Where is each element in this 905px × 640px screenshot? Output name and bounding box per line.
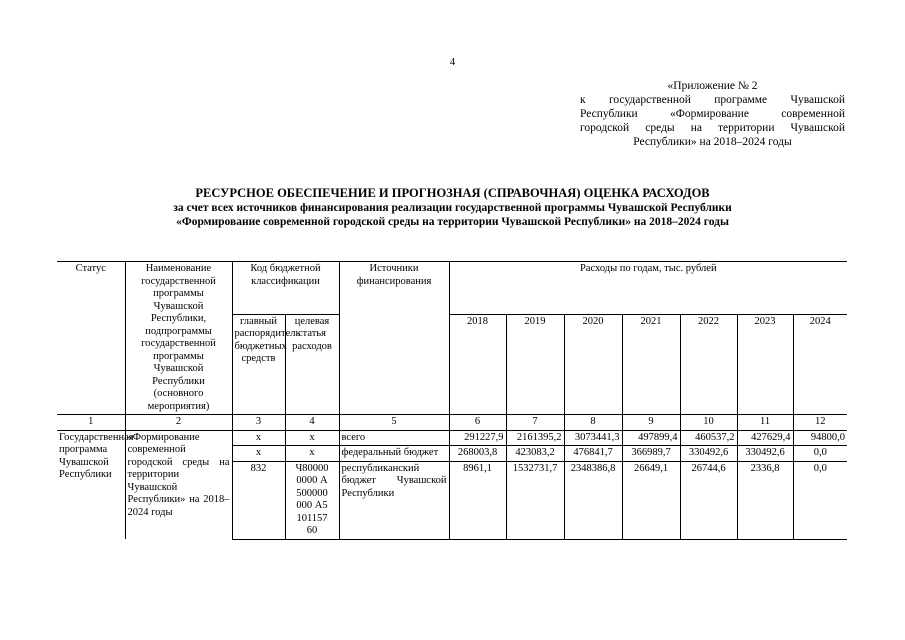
col-number: 6 <box>449 415 506 431</box>
document-subtitle-2: «Формирование современной городской среды на территории Чувашской Республики» на 2018–2024 годы <box>176 216 729 228</box>
col-number: 3 <box>232 415 285 431</box>
cell-csr: Ч800000000 А500000000 А510115760 <box>285 461 339 539</box>
header-sources: Источники финансирования <box>339 262 449 415</box>
cell-source: федеральный бюджет <box>339 446 449 462</box>
cell-value: 2161395,2 <box>506 430 564 446</box>
header-main-manager: главный распорядитель бюджетных средств <box>232 314 285 414</box>
cell-value: 330492,6 <box>737 446 793 462</box>
cell-value: 0,0 <box>793 446 847 462</box>
cell-value: 330492,6 <box>680 446 737 462</box>
table-row <box>57 430 847 446</box>
cell-value: 366989,7 <box>622 446 680 462</box>
col-number: 11 <box>737 415 793 431</box>
appendix-line-4: городской среды на территории Чувашской <box>580 122 845 134</box>
header-name: Наименование государственной программы Чувашской Республики, подпрограммы государственной программы Чувашской Республики (основного мероприятия) <box>125 262 232 415</box>
header-year-2019: 2019 <box>506 314 564 414</box>
col-number: 8 <box>564 415 622 431</box>
page-number: 4 <box>449 56 456 68</box>
cell-value: 423083,2 <box>506 446 564 462</box>
header-row <box>57 262 847 315</box>
budget-table <box>57 261 847 540</box>
header-year-2018: 2018 <box>449 314 506 414</box>
col-number: 12 <box>793 415 847 431</box>
document-heading <box>0 186 905 229</box>
cell-value: 3073441,3 <box>564 430 622 446</box>
cell-value: 476841,7 <box>564 446 622 462</box>
col-number: 1 <box>57 415 125 431</box>
col-number: 5 <box>339 415 449 431</box>
header-target-item: целевая статья расходов <box>285 314 339 414</box>
header-year-2024: 2024 <box>793 314 847 414</box>
appendix-line-1: «Приложение № 2 <box>667 80 758 92</box>
program-name: «Формирование современной городской среды на территории Чувашской Республики» на 2018–2024 годы <box>125 430 232 539</box>
col-number: 4 <box>285 415 339 431</box>
header-year-2021: 2021 <box>622 314 680 414</box>
col-number: 10 <box>680 415 737 431</box>
cell-source: всего <box>339 430 449 446</box>
cell-value: 0,0 <box>793 461 847 539</box>
header-expenses: Расходы по годам, тыс. рублей <box>449 262 847 315</box>
cell-value: 497899,4 <box>622 430 680 446</box>
cell-grbs: х <box>232 446 285 462</box>
appendix-block <box>580 79 845 149</box>
program-status: Государственная программа Чувашской Республики <box>57 430 125 539</box>
col-number: 7 <box>506 415 564 431</box>
cell-value: 460537,2 <box>680 430 737 446</box>
cell-value: 427629,4 <box>737 430 793 446</box>
appendix-line-5: Республики» на 2018–2024 годы <box>633 136 792 148</box>
col-number: 2 <box>125 415 232 431</box>
header-year-2020: 2020 <box>564 314 622 414</box>
cell-value: 2348386,8 <box>564 461 622 539</box>
cell-value: 8961,1 <box>449 461 506 539</box>
cell-value: 26744,6 <box>680 461 737 539</box>
cell-value: 1532731,7 <box>506 461 564 539</box>
column-number-row <box>57 415 847 431</box>
cell-csr: х <box>285 446 339 462</box>
cell-grbs: 832 <box>232 461 285 539</box>
header-budget-code: Код бюджетной классификации <box>232 262 339 315</box>
header-year-2023: 2023 <box>737 314 793 414</box>
appendix-line-3: Республики «Формирование современной <box>580 108 845 120</box>
appendix-line-2: к государственной программе Чувашской <box>580 94 845 106</box>
cell-value: 26649,1 <box>622 461 680 539</box>
header-year-2022: 2022 <box>680 314 737 414</box>
cell-source: республиканский бюджет Чувашской Республики <box>339 461 449 539</box>
cell-grbs: х <box>232 430 285 446</box>
cell-csr: х <box>285 430 339 446</box>
header-status: Статус <box>57 262 125 415</box>
document-title: РЕСУРСНОЕ ОБЕСПЕЧЕНИЕ И ПРОГНОЗНАЯ (СПРАВОЧНАЯ) ОЦЕНКА РАСХОДОВ <box>195 186 710 200</box>
document-subtitle-1: за счет всех источников финансирования реализации государственной программы Чувашской Республики <box>173 202 732 214</box>
cell-value: 2336,8 <box>737 461 793 539</box>
cell-value: 268003,8 <box>449 446 506 462</box>
cell-value: 94800,0 <box>793 430 847 446</box>
col-number: 9 <box>622 415 680 431</box>
cell-value: 291227,9 <box>449 430 506 446</box>
